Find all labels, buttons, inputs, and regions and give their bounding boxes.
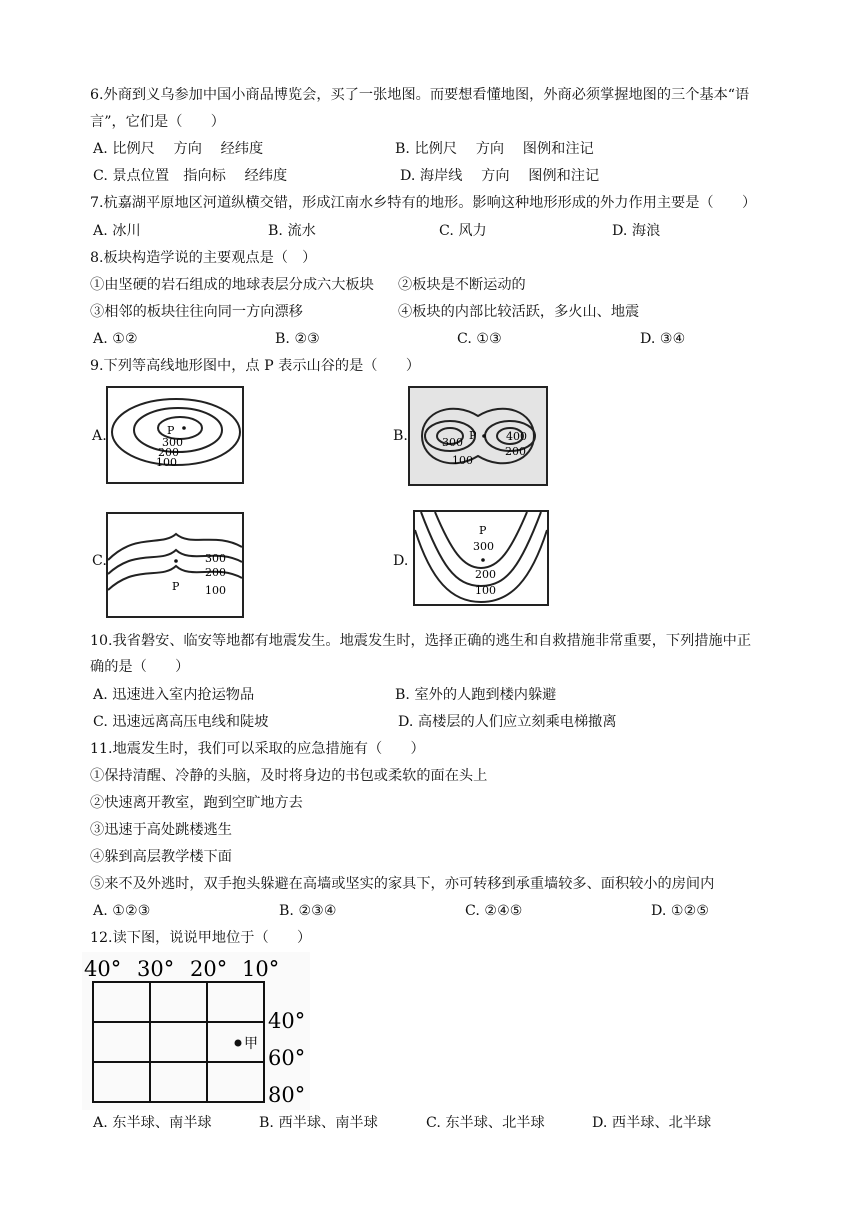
q9-map-c <box>106 512 244 618</box>
q6-stem-line2: 言”，它们是（ ） <box>90 114 225 130</box>
q12-lon-10: 10° <box>242 957 280 981</box>
q12-option-b: B. 西半球、南半球 <box>259 1115 378 1131</box>
q9-label-c: C. <box>92 553 107 569</box>
q12-lat-60: 60° <box>268 1046 306 1070</box>
q7-option-d: D. 海浪 <box>612 223 661 239</box>
q11-statement-3: ③迅速于高处跳楼逃生 <box>90 822 232 838</box>
q8-option-a: A. ①② <box>93 331 138 347</box>
q12-point-label: 甲 <box>244 1036 258 1052</box>
q12-lat-40: 40° <box>268 1009 306 1033</box>
q8-statement-1: ①由坚硬的岩石组成的地球表层分成六大板块 <box>90 277 374 293</box>
q6-option-d: D. 海岸线 方向 图例和注记 <box>400 168 600 184</box>
q6-option-c: C. 景点位置 指向标 经纬度 <box>93 168 288 184</box>
q9-b-contour-300: 300 <box>442 436 463 449</box>
q12-option-a: A. 东半球、南半球 <box>93 1115 212 1131</box>
q12-option-d: D. 西半球、北半球 <box>592 1115 712 1131</box>
q8-statement-4: ④板块的内部比较活跃，多火山、地震 <box>398 304 640 320</box>
q12-stem: 12.读下图，说说甲地位于（ ） <box>90 930 312 946</box>
q9-a-contour-300: 300 <box>162 436 183 449</box>
q9-c-point-label: P <box>172 580 180 593</box>
q9-d-point-label: P <box>479 524 487 537</box>
q11-option-d: D. ①②⑤ <box>651 903 710 919</box>
q8-statement-3: ③相邻的板块往往向同一方向漂移 <box>90 304 303 320</box>
q6-stem-line1: 6.外商到义乌参加中国小商品博览会，买了一张地图。而要想看懂地图，外商必须掌握地图的三个基本“语 <box>90 87 750 103</box>
q12-lat-80: 80° <box>268 1083 306 1107</box>
q9-d-contour-200: 200 <box>475 568 496 581</box>
q10-stem-line1: 10.我省磐安、临安等地都有地震发生。地震发生时，选择正确的逃生和自救措施非常重要，下列措施中正 <box>90 633 752 649</box>
q11-option-a: A. ①②③ <box>93 903 151 919</box>
q9-c-contour-300: 300 <box>205 552 226 565</box>
q6-option-b: B. 比例尺 方向 图例和注记 <box>395 141 594 157</box>
q6-option-a: A. 比例尺 方向 经纬度 <box>93 141 264 157</box>
q8-option-b: B. ②③ <box>275 331 320 347</box>
q10-option-b: B. 室外的人跑到楼内躲避 <box>395 687 557 703</box>
q11-option-c: C. ②④⑤ <box>465 903 523 919</box>
q9-c-contour-100: 100 <box>205 584 226 597</box>
q8-option-c: C. ①③ <box>457 331 502 347</box>
q9-map-a <box>106 386 244 484</box>
q11-statement-2: ②快速离开教室，跑到空旷地方去 <box>90 795 303 811</box>
q9-a-point-label: P <box>167 424 175 437</box>
q10-stem-line2: 确的是（ ） <box>90 659 190 675</box>
q12-lon-40: 40° <box>84 957 122 981</box>
q12-point-jia <box>235 1040 242 1047</box>
q7-option-a: A. 冰川 <box>93 223 141 239</box>
q9-label-a: A. <box>92 428 107 444</box>
q12-option-c: C. 东半球、北半球 <box>426 1115 545 1131</box>
q9-c-contour-200: 200 <box>205 566 226 579</box>
q8-option-d: D. ③④ <box>640 331 686 347</box>
q9-d-contour-100: 100 <box>475 584 496 597</box>
q10-option-c: C. 迅速远离高压电线和陡坡 <box>93 714 269 730</box>
q9-label-b: B. <box>393 428 408 444</box>
q8-stem: 8.板块构造学说的主要观点是（ ） <box>90 250 317 266</box>
q12-lon-20: 20° <box>190 957 228 981</box>
q11-option-b: B. ②③④ <box>279 903 337 919</box>
q9-map-d <box>413 510 549 606</box>
q9-b-point-label: P <box>469 429 477 442</box>
q10-option-a: A. 迅速进入室内抢运物品 <box>93 687 255 703</box>
q11-statement-4: ④躲到高层教学楼下面 <box>90 849 232 865</box>
q9-stem: 9.下列等高线地形图中，点 P 表示山谷的是（ ） <box>90 358 421 374</box>
q9-label-d: D. <box>393 553 409 569</box>
q9-b-contour-400: 400 <box>506 430 527 443</box>
q7-option-b: B. 流水 <box>268 223 316 239</box>
q9-d-contour-300: 300 <box>473 540 494 553</box>
q7-stem: 7.杭嘉湖平原地区河道纵横交错，形成江南水乡特有的地形。影响这种地形形成的外力作用主要是（ ） <box>90 195 757 211</box>
q9-b-contour-100: 100 <box>452 454 473 467</box>
q9-a-contour-200: 200 <box>158 446 179 459</box>
q12-lon-30: 30° <box>137 957 175 981</box>
q12-graticule-figure <box>82 952 310 1110</box>
q11-statement-5: ⑤来不及外逃时，双手抱头躲避在高墙或坚实的家具下，亦可转移到承重墙较多、面积较小的房间内 <box>90 876 715 892</box>
q7-option-c: C. 风力 <box>439 223 487 239</box>
q10-option-d: D. 高楼层的人们应立刻乘电梯撤离 <box>398 714 617 730</box>
q9-map-b <box>408 386 548 486</box>
q8-statement-2: ②板块是不断运动的 <box>398 277 526 293</box>
q11-statement-1: ①保持清醒、冷静的头脑，及时将身边的书包或柔软的面在头上 <box>90 768 488 784</box>
q11-stem: 11.地震发生时，我们可以采取的应急措施有（ ） <box>90 741 425 757</box>
q9-a-contour-100: 100 <box>156 456 177 469</box>
q9-b-contour-200: 200 <box>505 445 526 458</box>
